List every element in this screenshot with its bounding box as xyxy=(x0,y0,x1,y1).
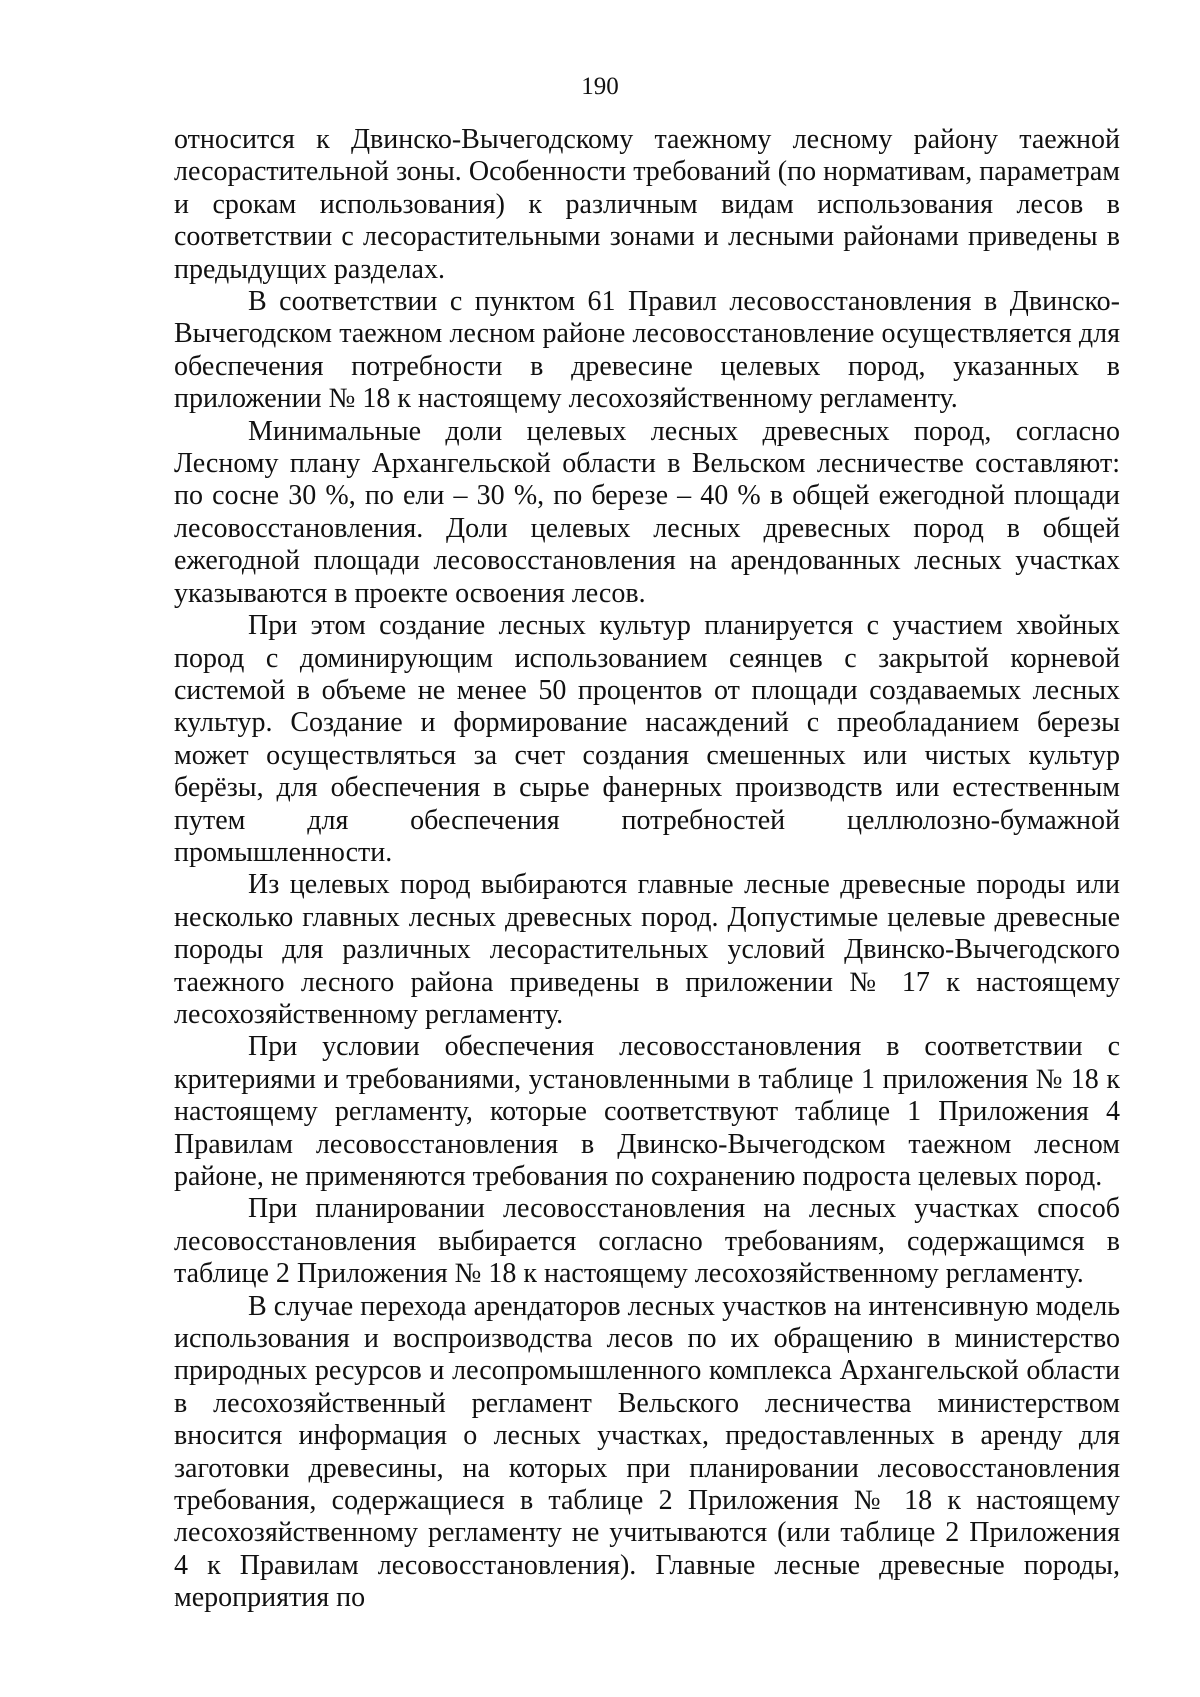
paragraph-reforestation-method: При планировании лесовосстановления на лесных участках способ лесовосстановления выбирается согласно требованиям, содержащимся в таблице 2 Приложения № 18 к настоящему лесохозяйственному регламенту. xyxy=(174,1193,1120,1290)
paragraph-continuation: относится к Двинско-Вычегодскому таежному лесному району таежной лесорастительной зоны. Особенности требований (по нормативам, параметрам и срокам использования) к различным видам использования лесов в соответствии с лесорастительными зонами и лесными районами приведены в предыдущих разделах. xyxy=(174,124,1120,285)
paragraph-target-species-shares: Минимальные доли целевых лесных древесных пород, согласно Лесному плану Архангельской области в Вельском лесничестве составляют: по сосне 30 %, по ели – 30 %, по березе – 40 % в общей ежегодной площади лесовосстановления. Доли целевых лесных древесных пород в общей ежегодной площади лесовосстановления на арендованных лесных участках указываются в проекте освоения лесов. xyxy=(174,415,1120,609)
paragraph-undergrowth-requirements: При условии обеспечения лесовосстановления в соответствии с критериями и требованиями, установленными в таблице 1 приложения № 18 к настоящему регламенту, которые соответствуют таблице 1 Приложения 4 Правилам лесовосстановления в Двинско-Вычегодском таежном лесном районе, не применяются требования по сохранению подроста целевых пород. xyxy=(174,1031,1120,1192)
body-text xyxy=(174,124,1120,1615)
paragraph-intensive-model: В случае перехода арендаторов лесных участков на интенсивную модель использования и воспроизводства лесов по их обращению в министерство природных ресурсов и лесопромышленного комплекса Архангельской области в лесохозяйственный регламент Вельского лесничества министерством вносится информация о лесных участках, предоставленных в аренду для заготовки древесины, на которых при планировании лесовосстановления требования, содержащиеся в таблице 2 Приложения № 18 к настоящему лесохозяйственному регламенту не учитываются (или таблице 2 Приложения 4 к Правилам лесовосстановления). Главные лесные древесные породы, мероприятия по xyxy=(174,1290,1120,1614)
paragraph-reforestation-rules: В соответствии с пунктом 61 Правил лесовосстановления в Двинско-Вычегодском таежном лесном районе лесовосстановление осуществляется для обеспечения потребности в древесине целевых пород, указанных в приложении № 18 к настоящему лесохозяйственному регламенту. xyxy=(174,286,1120,415)
page-number: 190 xyxy=(581,73,619,100)
paragraph-main-species: Из целевых пород выбираются главные лесные древесные породы или несколько главных лесных древесных пород. Допустимые целевые древесные породы для различных лесорастительных условий Двинско-Вычегодского таежного лесного района приведены в приложении № 17 к настоящему лесохозяйственному регламенту. xyxy=(174,869,1120,1030)
paragraph-forest-cultures: При этом создание лесных культур планируется с участием хвойных пород с доминирующим использованием сеянцев с закрытой корневой системой в объеме не менее 50 процентов от площади создаваемых лесных культур. Создание и формирование насаждений с преобладанием березы может осуществляться за счет создания смешенных или чистых культур берёзы, для обеспечения в сырье фанерных производств или естественным путем для обеспечения потребностей целлюлозно-бумажной промышленности. xyxy=(174,610,1120,868)
